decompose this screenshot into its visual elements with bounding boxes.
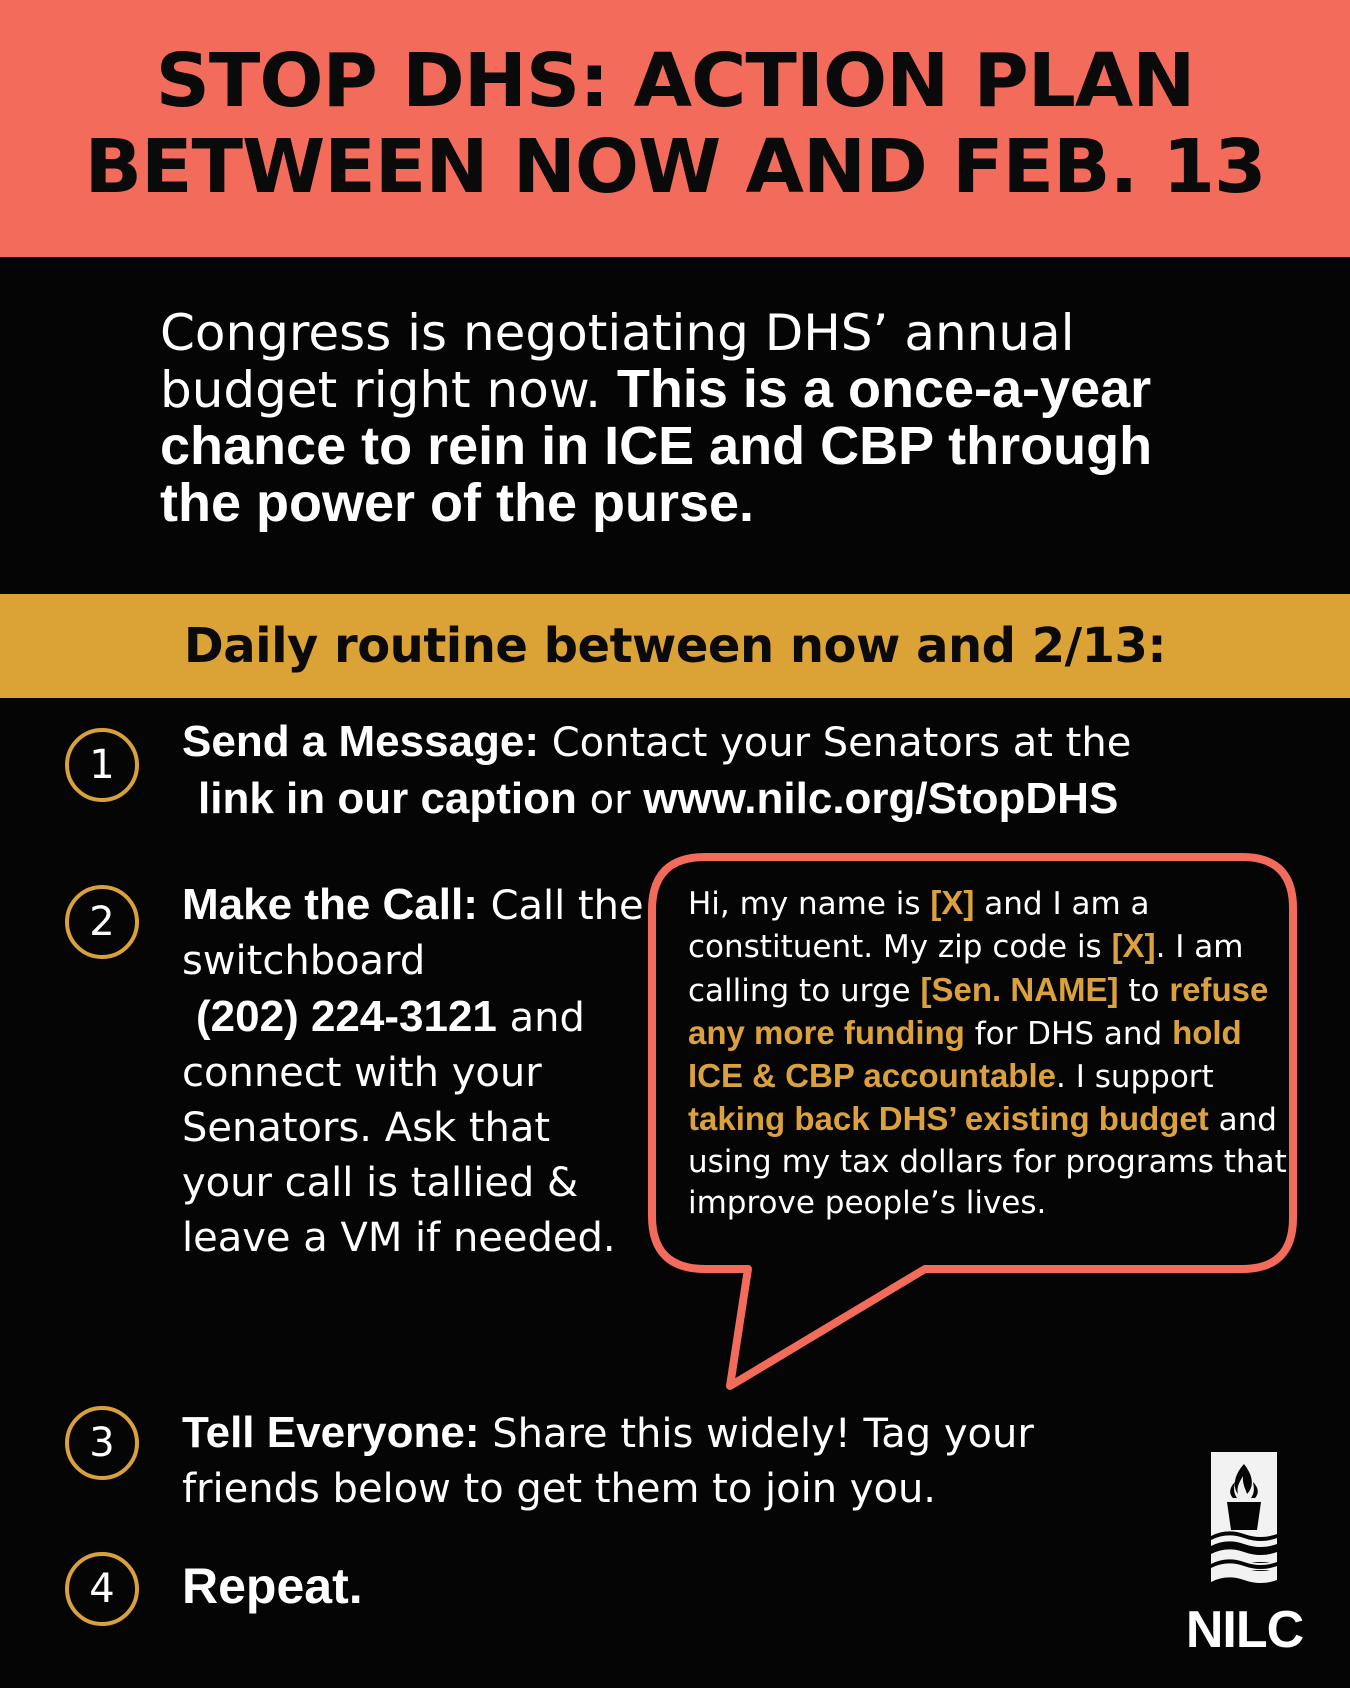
script-text: for DHS and (964, 1015, 1173, 1052)
script-highlight: refuse any more funding (688, 970, 1269, 1051)
caption-link-text: link in our caption (198, 774, 577, 823)
script-placeholder-senator: [Sen. NAME] (920, 970, 1119, 1008)
script-text: Hi, my name is (688, 886, 931, 922)
step-3-text: Share this widely! Tag your friends below to get them to join you. (182, 1411, 1034, 1512)
step-1-text: Contact your Senators at the (539, 720, 1132, 766)
intro-bold-text: This is a once-a-year chance to rein in ICE and CBP through the power of the purse. (160, 359, 1153, 533)
step-number-4: 4 (65, 1552, 139, 1626)
step-repeat (182, 1559, 363, 1618)
step-tell-everyone (182, 1405, 1182, 1517)
script-text: . I am calling to urge (688, 929, 1244, 1009)
step-3-label: Tell Everyone: (182, 1408, 480, 1457)
nilc-logo-text: NILC (1185, 1601, 1304, 1659)
step-2-label: Make the Call: (182, 880, 478, 929)
script-text: and using my tax dollars for programs that improve people’s lives. (688, 1102, 1287, 1222)
step-2-text-1: Call the switchboard (182, 883, 644, 984)
script-placeholder-name: [X] (930, 884, 975, 921)
step-1-or: or (576, 777, 644, 823)
script-text: and I am a constituent. My zip code is (688, 886, 1150, 966)
stopdhs-url-link[interactable]: www.nilc.org/StopDHS (643, 774, 1119, 823)
script-placeholder-zip: [X] (1111, 927, 1156, 965)
title-line-2: BETWEEN NOW AND FEB. 13 (84, 124, 1266, 210)
script-text: to (1118, 972, 1170, 1009)
script-highlight: hold ICE & CBP accountable (688, 1013, 1242, 1095)
daily-routine-heading: Daily routine between now and 2/13: (183, 618, 1167, 674)
switchboard-phone-number[interactable]: (202) 224-3121 (196, 992, 497, 1041)
torch-waves-icon (1211, 1452, 1277, 1592)
step-number-1: 1 (65, 728, 139, 802)
script-text: . I support (1055, 1059, 1214, 1096)
call-script-text (688, 882, 1288, 1224)
title-line-1: STOP DHS: ACTION PLAN (155, 38, 1195, 124)
step-number-3: 3 (65, 1406, 139, 1480)
step-4-label: Repeat. (182, 1558, 363, 1614)
script-highlight: taking back DHS’ existing budget (688, 1100, 1209, 1138)
step-1-label: Send a Message: (182, 717, 540, 766)
step-number-2: 2 (65, 885, 139, 959)
intro-light-text: Congress is negotiating DHS’ annual budget right now. (160, 304, 1075, 419)
step-2-text-2: and connect with your Senators. Ask that your call is tallied & leave a VM if needed. (182, 995, 616, 1261)
